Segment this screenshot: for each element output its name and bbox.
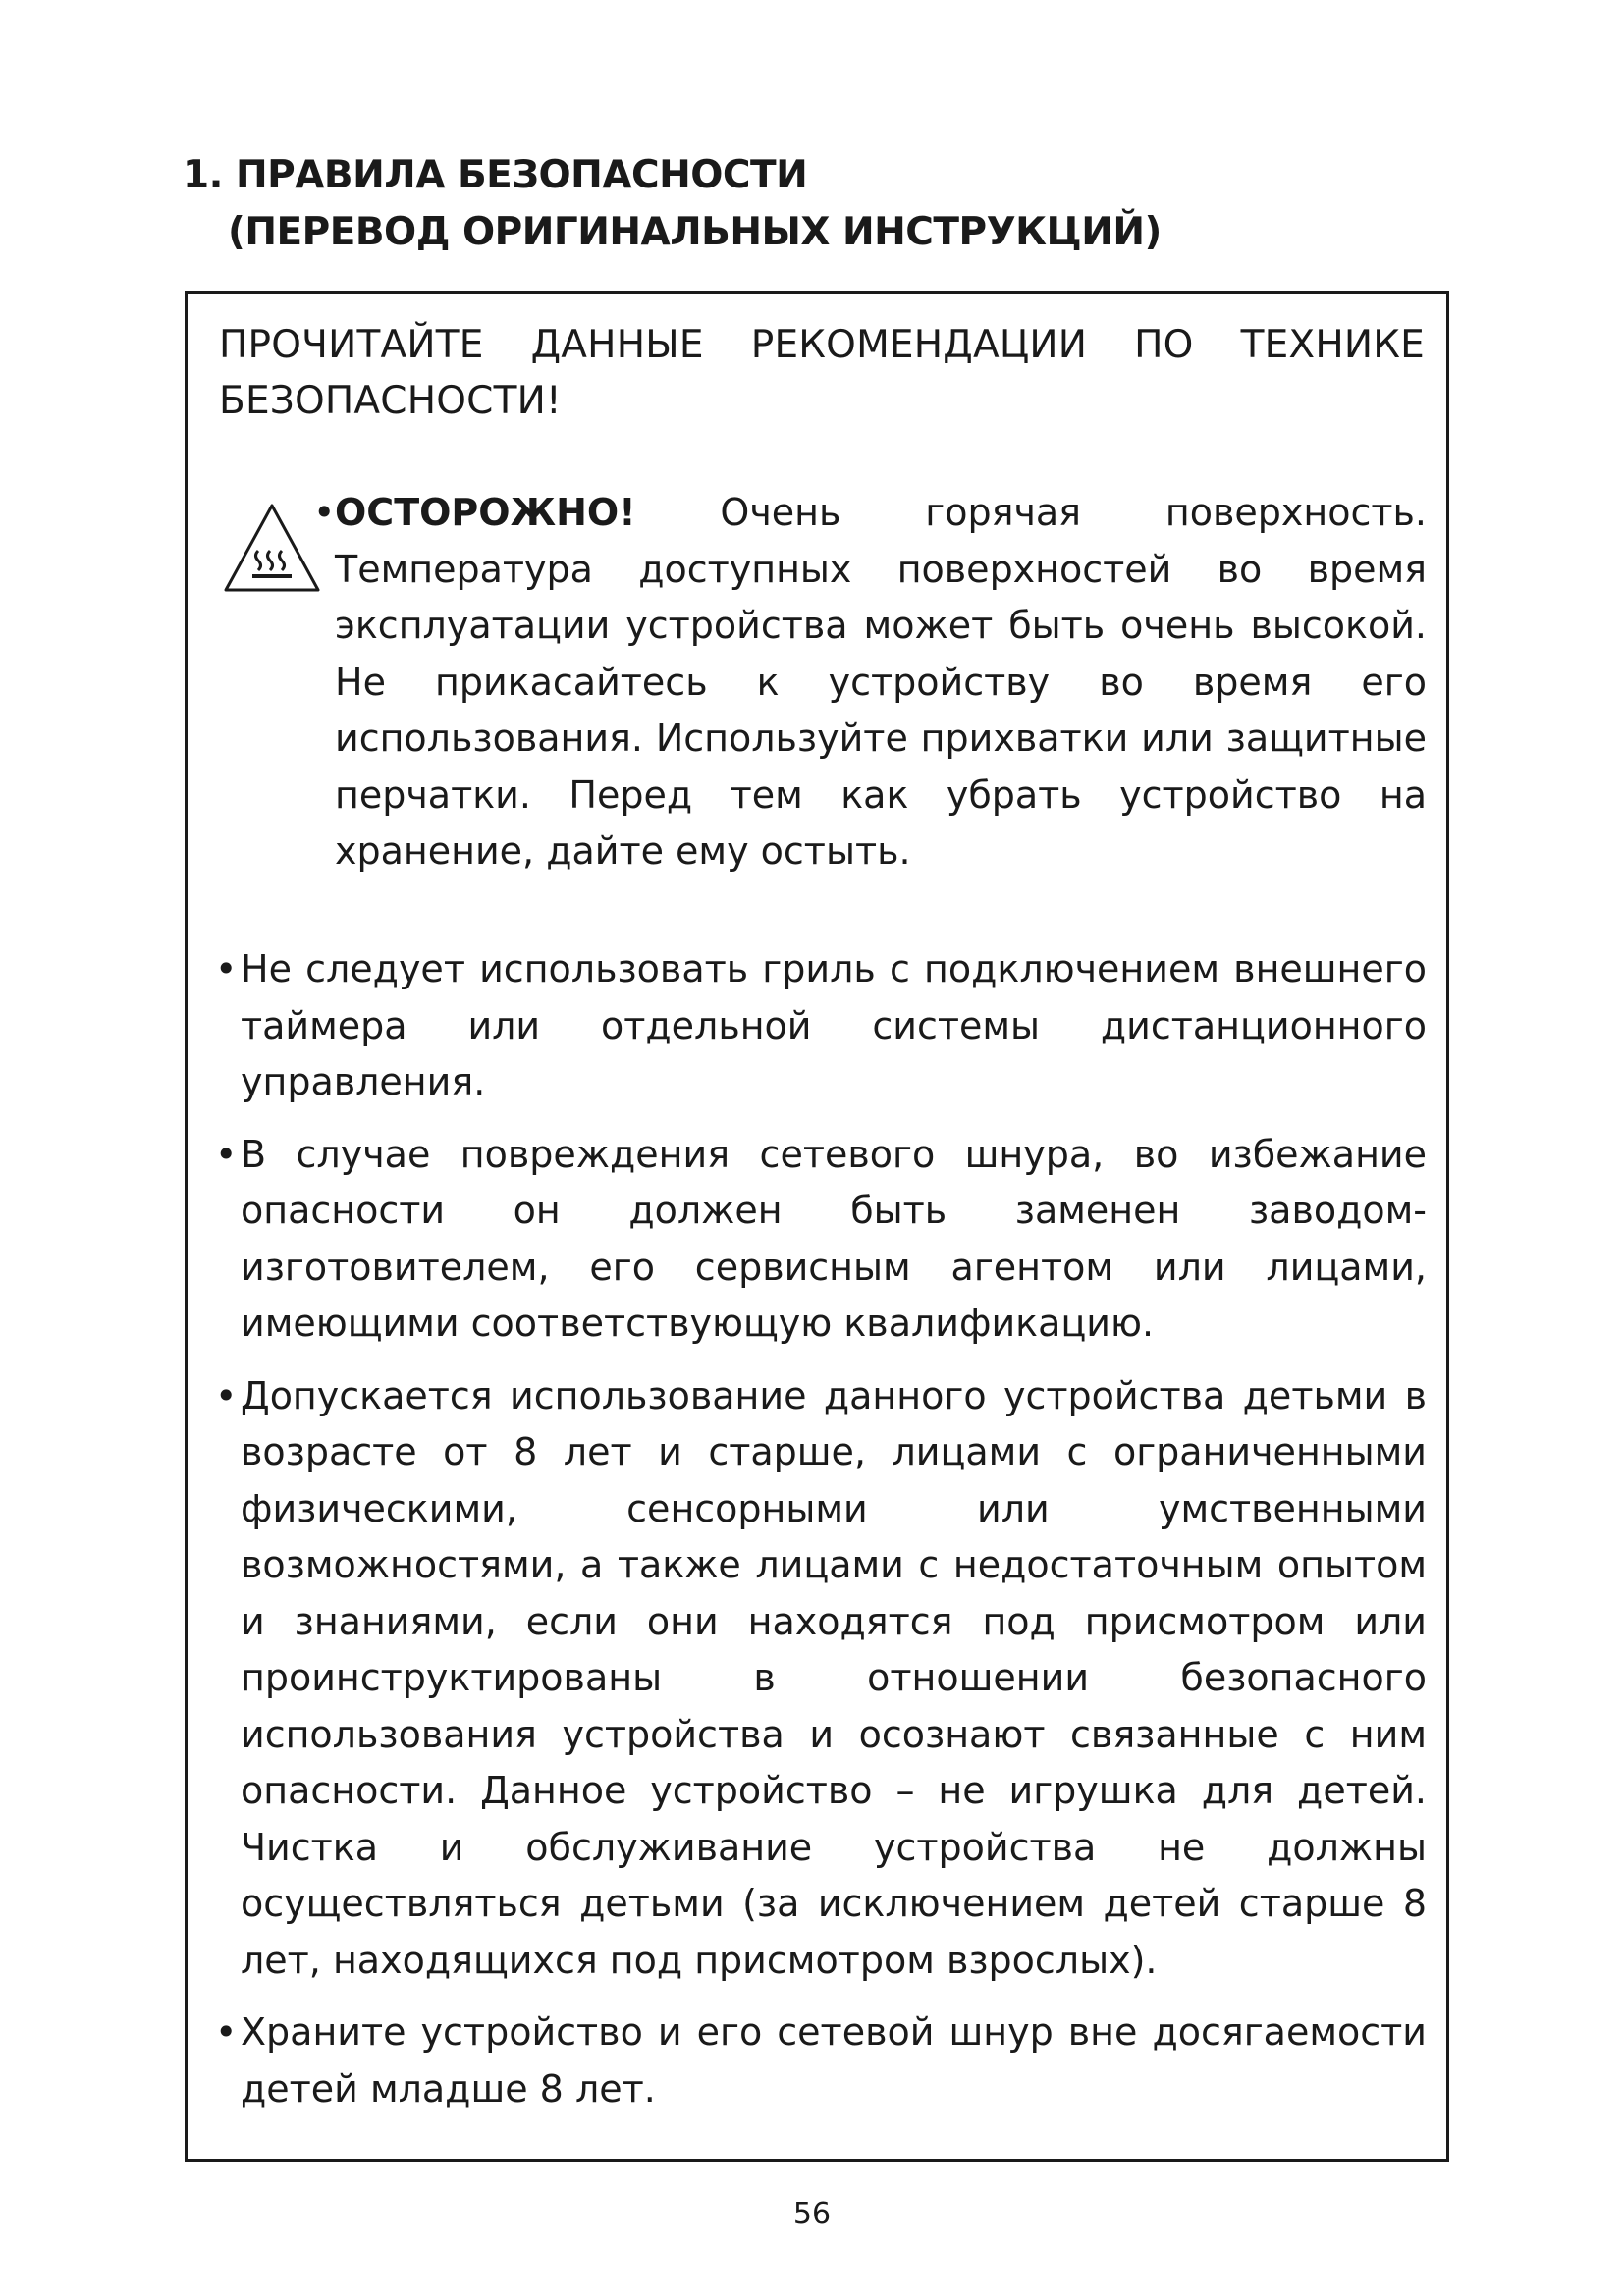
page-title — [183, 147, 1162, 261]
safety-instructions-list — [219, 941, 1427, 2133]
hot-surface-warning-icon — [223, 502, 321, 595]
list-item: • В случае повреждения сетевого шнура, во избежание опасности он должен быть заменен заводом-изготовителем, его сервисным агентом или лицами, имеющими соответствующую квалификацию. — [219, 1127, 1427, 1353]
page-number: 56 — [792, 2197, 832, 2231]
safety-box — [185, 291, 1449, 2162]
safety-intro: ПРОЧИТАЙТЕ ДАННЫЕ РЕКОМЕНДАЦИИ ПО ТЕХНИКЕ БЕЗОПАСНОСТИ! — [219, 323, 1425, 423]
title-line-2: (ПЕРЕВОД ОРИГИНАЛЬНЫХ ИНСТРУКЦИЙ) — [228, 210, 1162, 254]
title-line-1: 1. ПРАВИЛА БЕЗОПАСНОСТИ — [183, 153, 808, 197]
warning-text: Очень горячая поверхность. Температура доступных поверхностей во время эксплуатации устройства может быть очень высокой. Не прикасайтесь к устройству во время его использования. Используйте прихватки или защитные перчатки. Перед тем как убрать устройство на хранение, дайте ему остыть. — [335, 491, 1427, 873]
warning-label: ОСТОРОЖНО! — [335, 491, 636, 534]
list-item: • Не следует использовать гриль с подключением внешнего таймера или отдельной системы дистанционного управления. — [219, 941, 1427, 1111]
list-item: • Допускается использование данного устройства детьми в возрасте от 8 лет и старше, лицами с ограниченными физическими, сенсорными или умственными возможностями, а также лицами с недостаточным опытом и знаниями, если они находятся под присмотром или проинструктированы в отношении безопасного использования устройства и осознают связанные с ним опасности. Данное устройство – не игрушка для детей. Чистка и обслуживание устройства не должны осуществляться детьми (за исключением детей старше 8 лет, находящихся под присмотром взрослых). — [219, 1368, 1427, 1990]
list-item: • Храните устройство и его сетевой шнур вне досягаемости детей младше 8 лет. — [219, 2004, 1427, 2117]
bullet-icon: • — [313, 491, 336, 534]
hot-surface-warning — [313, 485, 1427, 881]
